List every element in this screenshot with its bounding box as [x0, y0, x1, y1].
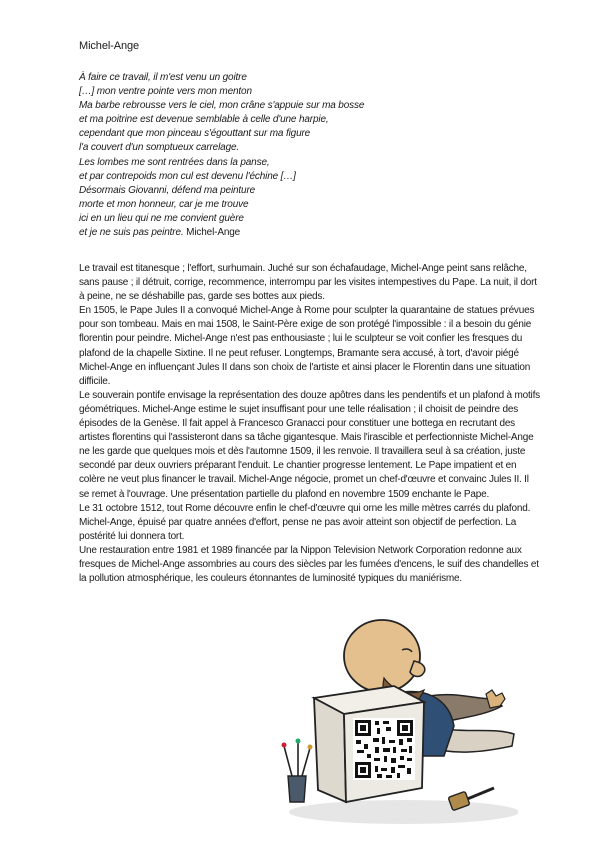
poem-last-line: [79, 226, 509, 240]
brush-pot: [288, 776, 306, 802]
poem-line: ici en un lieu qui ne me convient guère: [79, 212, 244, 224]
poem-line: cependant que mon pinceau s'égouttant sur ma figure: [79, 128, 311, 140]
floor-shadow: [289, 800, 518, 824]
poem-signature: Michel-Ange: [186, 227, 241, 239]
poem-line: Désormais Giovanni, défend ma peinture: [79, 184, 256, 196]
brush-tip: [308, 745, 313, 750]
poem-line: l'a couvert d'un somptueux carrelage.: [79, 142, 240, 154]
poem-line: morte et mon honneur, car je me trouve: [79, 198, 249, 210]
poem-line: À faire ce travail, il m'est venu un goitre: [79, 72, 247, 83]
stone-block-front: [314, 698, 346, 802]
poem-line: et ma poitrine est devenue semblable à celle d'une harpie,: [79, 114, 329, 126]
poem-line: et par contrepoids mon cul est devenu l'échine […]: [79, 170, 296, 182]
page-title: Michel-Ange: [79, 40, 140, 52]
poem-line: Ma barbe rebrousse vers le ciel, mon crâne s'appuie sur ma bosse: [79, 100, 365, 112]
brush-tip: [282, 743, 287, 748]
figure-head: [344, 620, 420, 692]
poem-line: et je ne suis pas peintre.: [79, 227, 184, 239]
qr-code-icon: [353, 718, 415, 780]
paragraph: Le travail est titanesque ; l'effort, surhumain. Juché sur son échafaudage, Michel-Ange peint sans relâche, sans pause ; il détruit, corrige, recommence, interrompu par les visites intempestives du Pape. La nuit, il dort à peine, ne se déshabille pas, garde ses bottes aux pieds.: [79, 263, 537, 303]
paragraph: Une restauration entre 1981 et 1989 financée par la Nippon Television Network Corporation redonne aux fresques de Michel-Ange assombries au cours des siècles par les fumées d'encens, le suif des chandelles et la pollution atmosphérique, les couleurs étonnantes de luminosité typiques du maniérisme.: [79, 544, 539, 585]
brush-tip: [296, 739, 301, 744]
paragraph: En 1505, le Pape Jules II a convoqué Michel-Ange à Rome pour sculpter la quarantaine de statues prévues pour son tombeau. Mais en mai 1508, le Saint-Père exige de son protégé l'impossible : il a besoin du génie florentin pour peindre. Michel-Ange n'est pas enthousiaste ; lui le sculpteur se voit confier les fresques du plafond de la chapelle Sixtine. Il ne peut refuser. Longtemps, Bramante sera accusé, à tort, d'avoir piégé Michel-Ange en influençant Jules II dans son choix de l'artiste et ainsi placer le Florentin dans une situation difficile.: [79, 305, 535, 387]
poem-line: Les lombes me sont rentrées dans la panse,: [79, 156, 270, 168]
poem-line: […] mon ventre pointe vers mon menton: [79, 86, 252, 98]
michelangelo-illustration: [274, 606, 518, 832]
brush: [284, 742, 310, 776]
poem: [79, 71, 509, 240]
paragraph: Le souverain pontife envisage la représentation des douze apôtres dans les pendentifs et un plafond à motifs géométriques. Michel-Ange estime le sujet insuffisant pour une telle réalisation ; il choisit de peindre des épisodes de la Genèse. Il fait appel à Francesco Granacci pour constituer une bottega en recrutant des artistes florentins qui l'assisteront dans sa tâche gigantesque. Mais l'irascible et perfectionniste Michel-Ange ne les garde que quelques mois et dès l'automne 1509, il les renvoie. Il travaillera seul à sa création, juste secondé par deux ouvriers préparant l'enduit. Le chantier progresse lentement. Le Pape impatient et en colère ne veut plus financer le travail. Michel-Ange négocie, promet un chef-d'œuvre et convainc Jules II. Il se remet à l'ouvrage. Une présentation partielle du plafond en novembre 1509 enchante le Pape.: [79, 389, 540, 500]
paragraph: Le 31 octobre 1512, tout Rome découvre enfin le chef-d'œuvre qui orne les mille mètres carrés du plafond. Michel-Ange, épuisé par quatre années d'effort, pense ne pas avoir atteint son objectif de perfection. La postérité lui donnera tort.: [79, 502, 531, 542]
article-body: [79, 262, 541, 586]
